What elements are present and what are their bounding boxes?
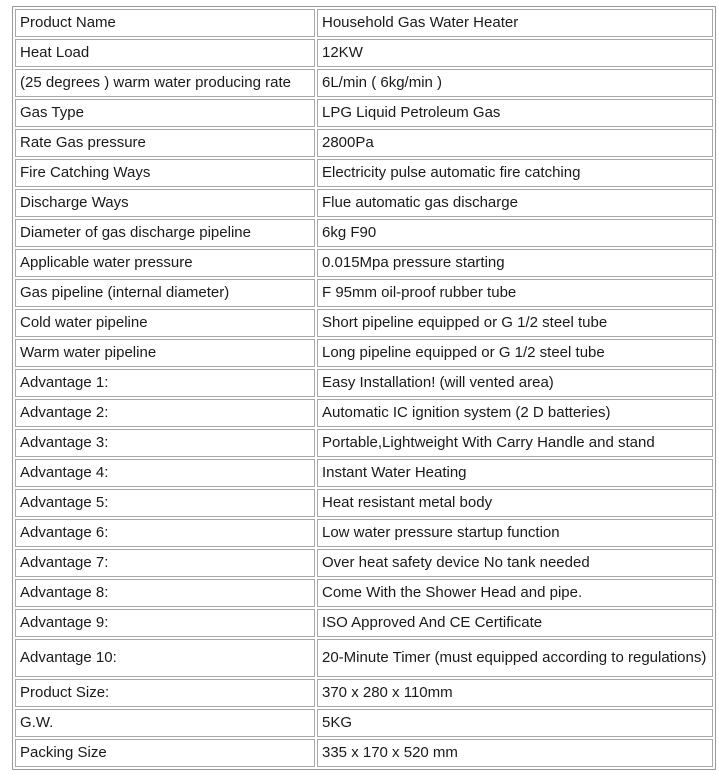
row-label: Warm water pipeline xyxy=(15,339,315,367)
table-row xyxy=(15,219,713,247)
table-row xyxy=(15,249,713,277)
table-row xyxy=(15,129,713,157)
row-value: Low water pressure startup function xyxy=(317,519,713,547)
table-row xyxy=(15,579,713,607)
row-value: Flue automatic gas discharge xyxy=(317,189,713,217)
row-value: 0.015Mpa pressure starting xyxy=(317,249,713,277)
row-value: 335 x 170 x 520 mm xyxy=(317,739,713,767)
row-value: Long pipeline equipped or G 1/2 steel tube xyxy=(317,339,713,367)
table-row xyxy=(15,459,713,487)
row-label: Heat Load xyxy=(15,39,315,67)
row-label: Advantage 1: xyxy=(15,369,315,397)
row-value: Household Gas Water Heater xyxy=(317,9,713,37)
row-label: Advantage 6: xyxy=(15,519,315,547)
table-row xyxy=(15,189,713,217)
row-value: 20-Minute Timer (must equipped according to regulations) xyxy=(317,639,713,677)
row-value: Easy Installation! (will vented area) xyxy=(317,369,713,397)
table-row xyxy=(15,709,713,737)
row-value: Instant Water Heating xyxy=(317,459,713,487)
row-label: Gas Type xyxy=(15,99,315,127)
spec-table xyxy=(12,6,716,770)
row-value: Short pipeline equipped or G 1/2 steel tube xyxy=(317,309,713,337)
table-row xyxy=(15,399,713,427)
table-row xyxy=(15,309,713,337)
table-row xyxy=(15,429,713,457)
spec-table-body xyxy=(15,9,713,767)
row-label: G.W. xyxy=(15,709,315,737)
table-row xyxy=(15,609,713,637)
row-label: Fire Catching Ways xyxy=(15,159,315,187)
table-row xyxy=(15,519,713,547)
row-label: Advantage 3: xyxy=(15,429,315,457)
row-label: Advantage 5: xyxy=(15,489,315,517)
row-value: Portable,Lightweight With Carry Handle and stand xyxy=(317,429,713,457)
row-label: Discharge Ways xyxy=(15,189,315,217)
row-value: 6kg F90 xyxy=(317,219,713,247)
table-row xyxy=(15,39,713,67)
table-row xyxy=(15,489,713,517)
row-value: 370 x 280 x 110mm xyxy=(317,679,713,707)
row-label: Cold water pipeline xyxy=(15,309,315,337)
row-value: Electricity pulse automatic fire catching xyxy=(317,159,713,187)
row-value: ISO Approved And CE Certificate xyxy=(317,609,713,637)
row-label: Advantage 2: xyxy=(15,399,315,427)
row-value: 12KW xyxy=(317,39,713,67)
row-value: Over heat safety device No tank needed xyxy=(317,549,713,577)
table-row xyxy=(15,279,713,307)
table-row xyxy=(15,679,713,707)
row-label: (25 degrees ) warm water producing rate xyxy=(15,69,315,97)
table-row xyxy=(15,69,713,97)
row-value: 5KG xyxy=(317,709,713,737)
table-row xyxy=(15,159,713,187)
row-label: Packing Size xyxy=(15,739,315,767)
table-row xyxy=(15,9,713,37)
row-label: Advantage 8: xyxy=(15,579,315,607)
row-label: Product Name xyxy=(15,9,315,37)
row-label: Advantage 9: xyxy=(15,609,315,637)
row-label: Advantage 10: xyxy=(15,639,315,677)
row-value: Heat resistant metal body xyxy=(317,489,713,517)
row-label: Gas pipeline (internal diameter) xyxy=(15,279,315,307)
row-label: Product Size: xyxy=(15,679,315,707)
row-value: F 95mm oil-proof rubber tube xyxy=(317,279,713,307)
row-label: Diameter of gas discharge pipeline xyxy=(15,219,315,247)
table-row xyxy=(15,369,713,397)
table-row xyxy=(15,339,713,367)
row-value: 6L/min ( 6kg/min ) xyxy=(317,69,713,97)
table-row xyxy=(15,549,713,577)
row-label: Advantage 4: xyxy=(15,459,315,487)
row-value: LPG Liquid Petroleum Gas xyxy=(317,99,713,127)
table-row xyxy=(15,739,713,767)
table-row xyxy=(15,639,713,677)
row-value: 2800Pa xyxy=(317,129,713,157)
row-value: Automatic IC ignition system (2 D batteries) xyxy=(317,399,713,427)
row-label: Applicable water pressure xyxy=(15,249,315,277)
row-label: Rate Gas pressure xyxy=(15,129,315,157)
table-row xyxy=(15,99,713,127)
row-label: Advantage 7: xyxy=(15,549,315,577)
row-value: Come With the Shower Head and pipe. xyxy=(317,579,713,607)
